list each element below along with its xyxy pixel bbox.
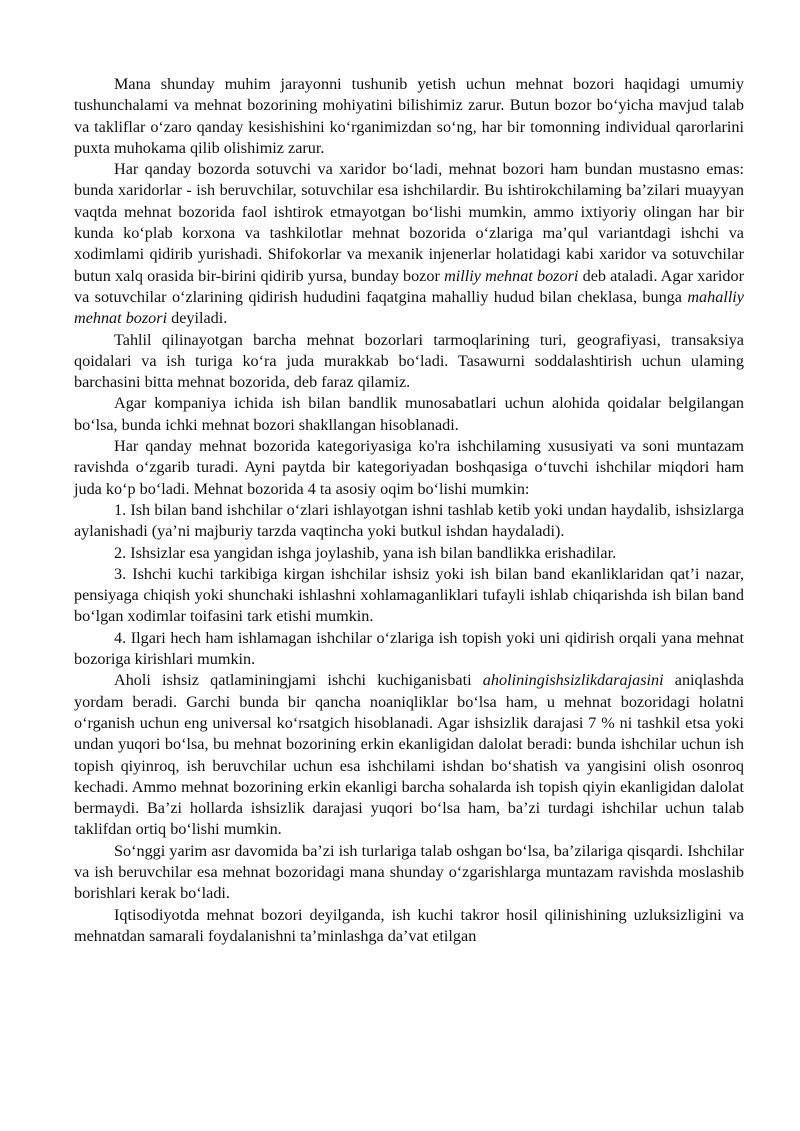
text-run: So‘nggi yarim asr davomida ba’zi ish turlariga talab oshgan bo‘lsa, ba’zilariga qisqardi. Ishchilar va ish beruvchilar esa mehnat bozoridagi mana shunday o‘zgarishlarga muntazam ravishda moslashib borishlari kerak bo‘ladi.: [74, 841, 744, 903]
paragraph: [74, 905, 744, 948]
text-run: 3. Ishchi kuchi tarkibiga kirgan ishchilar ishsiz yoki ish bilan band ekanliklaridan qat’i nazar, pensiyaga chiqish yoki shunchaki ishlashni xohlamaganliklari tufayli ishlab chiqarishda ish bilan band bo‘lgan xodimlar toifasini tark etishi mumkin.: [74, 564, 744, 626]
list-paragraph-4: [74, 628, 744, 671]
paragraph: [74, 330, 744, 394]
text-run: Agar kompaniya ichida ish bilan bandlik munosabatlari uchun alohida qoidalar belgilangan bo‘lsa, bunda ichki mehnat bozori shakllangan hisoblanadi.: [74, 394, 744, 434]
text-run: Tahlil qilinayotgan barcha mehnat bozorlari tarmoqlarining turi, geografiyasi, transaksiya qoidalari va ish turiga ko‘ra juda murakkab bo‘ladi. Tasawurni soddalashtirish uchun ulaming barchasini bitta mehnat bozorida, deb faraz qilamiz.: [74, 330, 744, 392]
paragraph: [74, 436, 744, 500]
list-paragraph-2: [74, 543, 744, 564]
text-run: deb ataladi. Agar xaridor va sotuvchilar o‘zlarining qidirish hududini faqatgina mahalliy hudud bilan cheklasa, bunga: [74, 266, 744, 306]
list-paragraph-1: [74, 500, 744, 543]
text-run: Har qanday mehnat bozorida kategoriyasiga ko'ra ishchilaming xususiyati va soni muntazam ravishda o‘zgarib turadi. Ayni paytda bir kategoriyadan boshqasiga o‘tuvchi ishchilar miqdori ham juda ko‘p bo‘ladi. Mehnat bozorida 4 ta asosiy oqim bo‘lishi mumkin:: [74, 437, 744, 498]
text-run: Aholi ishsiz qatlaminingjami ishchi kuchiganisbati: [114, 671, 483, 690]
text-run: aniqlashda yordam beradi. Garchi bunda bir qancha noaniqliklar bo‘lsa ham, u mehnat bozoridagi holatni o‘rganish uchun eng universal ko‘rsatgich hisoblanadi. Agar ishsizlik darajasi 7 % ni tashkil etsa yoki undan yuqori bo‘lsa, bu mehnat bozorining erkin ekanligidan dalolat beradi: bunda ishchilar uchun ish topish qiyinroq, ish beruvchilar uchun esa ishchilami ishdan bo‘shatish va yangisini olish osonroq kechadi. Ammo mehnat bozorining erkin ekanligi barcha sohalarda ish topish qiyin ekanligidan dalolat bermaydi. Ba’zi hollarda ishsizlik darajasi yuqori bo‘lsa ham, ba’zi turdagi ishchilar uchun talab taklifdan ortiq bo‘lishi mumkin.: [74, 671, 744, 839]
paragraph: [74, 670, 744, 840]
italic-term: milliy mehnat bozori: [444, 266, 579, 285]
text-run: 4. Ilgari hech ham ishlamagan ishchilar o‘zlariga ish topish yoki uni qidirish orqali yana mehnat bozoriga kirishlari mumkin.: [74, 628, 744, 669]
text-run: Har qanday bozorda sotuvchi va xaridor bo‘ladi, mehnat bozori ham bundan mustasno emas: bunda xaridorlar - ish beruvchilar, sotuvchilar esa ishchilardir. Bu ishtirokchilaming ba’zilari muayyan vaqtda mehnat bozorida faol ishtirok etmayotgan bo‘lishi mumkin, ammo ixtiyoriy olingan har bir kunda ko‘plab korxona va tashkilotlar mehnat bozorida o‘zlariga ma’qul variantdagi ishchi va xodimlami qidirib yurishadi. Shifokorlar va mexanik injenerlar holatidagi kabi xaridor va sotuvchilar butun xalq orasida bir-birini qidirib yursa, bunday bozor: [74, 160, 744, 285]
text-run: Mana shunday muhim jarayonni tushunib yetish uchun mehnat bozori haqidagi umumiy tushunchalami va mehnat bozorining mohiyatini bilishimiz zarur. Butun bozor bo‘yicha mavjud talab va takliflar o‘zaro qanday kesishishini ko‘rganimizdan so‘ng, har bir tomonning individual qarorlarini puxta muhokama qilib olishimiz zarur.: [74, 75, 744, 157]
paragraph: [74, 841, 744, 905]
text-run: 2. Ishsizlar esa yangidan ishga joylashib, yana ish bilan bandlikka erishadilar.: [114, 543, 617, 562]
paragraph: [74, 159, 744, 329]
italic-term: mahalliy mehnat bozori: [74, 287, 744, 328]
text-run: Iqtisodiyotda mehnat bozori deyilganda, ish kuchi takror hosil qilinishining uzluksizligini va mehnatdan samarali foydalanishni ta’minlashga da’vat etilgan: [74, 905, 744, 945]
list-paragraph-3: [74, 564, 744, 628]
paragraph: [74, 74, 744, 159]
paragraph: [74, 393, 744, 436]
text-run: 1. Ish bilan band ishchilar o‘zlari ishlayotgan ishni tashlab ketib yoki undan haydalib, ishsizlarga aylanishadi (ya’ni majburiy tarzda vaqtincha yoki butkul ishdan haydaladi).: [74, 500, 744, 541]
text-run: deyiladi.: [167, 309, 228, 328]
italic-term: aholiningishsizlikdarajasini: [482, 671, 664, 690]
